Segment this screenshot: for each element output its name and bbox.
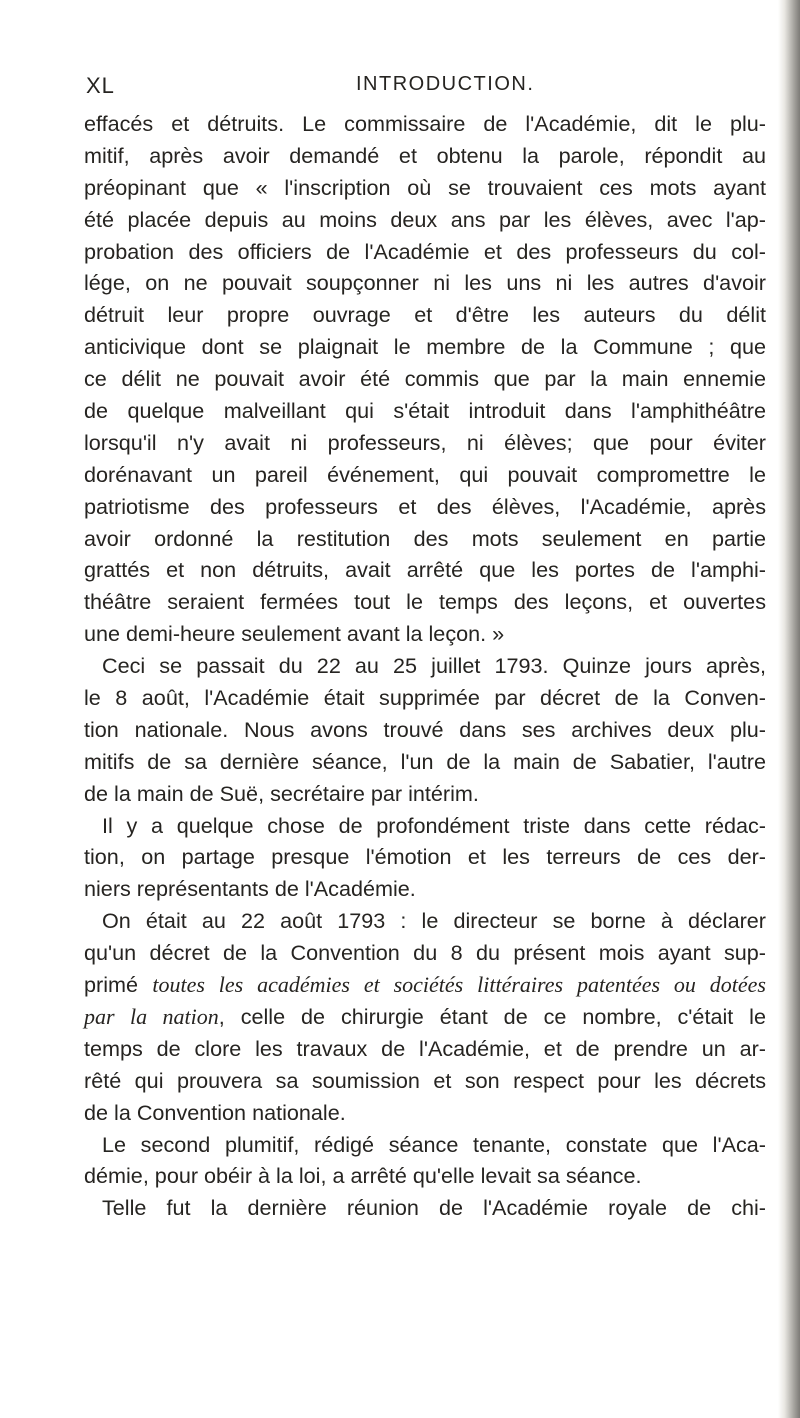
text-segment: primé bbox=[84, 972, 153, 998]
running-head bbox=[86, 73, 776, 101]
text-segment: , celle de chirurgie étant de ce nombre, c'était le bbox=[218, 1003, 766, 1029]
text-line: qu'un décret de la Convention du 8 du présent mois ayant sup- bbox=[84, 940, 766, 966]
text-line: été placée depuis au moins deux ans par les élèves, avec l'ap- bbox=[84, 206, 766, 232]
text-line: mitifs de sa dernière séance, l'un de la main de Sabatier, l'autre bbox=[84, 748, 766, 774]
text-line: tion, on partage presque l'émotion et les terreurs de ces der- bbox=[84, 844, 766, 870]
text-line: Ceci se passait du 22 au 25 juillet 1793. Quinze jours après, bbox=[102, 653, 766, 679]
text-line: de la main de Suë, secrétaire par intérim. bbox=[84, 780, 479, 806]
text-line: démie, pour obéir à la loi, a arrêté qu'elle levait sa séance. bbox=[84, 1163, 642, 1189]
text-line: grattés et non détruits, avait arrêté que les portes de l'amphi- bbox=[84, 557, 766, 583]
page-edge-shadow bbox=[778, 0, 800, 1418]
text-line: préopinant que « l'inscription où se trouvaient ces mots ayant bbox=[84, 174, 766, 200]
text-line: tion nationale. Nous avons trouvé dans ses archives deux plu- bbox=[84, 716, 766, 742]
running-title: INTRODUCTION. bbox=[356, 73, 535, 95]
text-line: Il y a quelque chose de profondément triste dans cette rédac- bbox=[102, 812, 766, 838]
text-line: lége, on ne pouvait soupçonner ni les uns ni les autres d'avoir bbox=[84, 270, 766, 296]
text-line: effacés et détruits. Le commissaire de l'Académie, dit le plu- bbox=[84, 111, 766, 136]
text-line: ce délit ne pouvait avoir été commis que par la main ennemie bbox=[84, 366, 766, 392]
text-line: théâtre seraient fermées tout le temps des leçons, et ouvertes bbox=[84, 589, 766, 615]
text-line: anticivique dont se plaignait le membre de la Commune ; que bbox=[84, 334, 766, 360]
text-line: On était au 22 août 1793 : le directeur se borne à déclarer bbox=[102, 908, 766, 934]
text-line: lorsqu'il n'y avait ni professeurs, ni élèves; que pour éviter bbox=[84, 429, 766, 455]
text-line: dorénavant un pareil événement, qui pouvait compromettre le bbox=[84, 461, 766, 487]
text-line: le 8 août, l'Académie était supprimée par décret de la Conven- bbox=[84, 685, 766, 711]
text-line bbox=[84, 969, 766, 1001]
text-line: mitif, après avoir demandé et obtenu la parole, répondit au bbox=[84, 142, 766, 168]
text-line: probation des officiers de l'Académie et des professeurs du col- bbox=[84, 238, 766, 264]
text-line: de quelque malveillant qui s'était introduit dans l'amphithéâtre bbox=[84, 398, 766, 424]
text-line bbox=[84, 1001, 766, 1033]
text-line: rêté qui prouvera sa soumission et son respect pour les décrets bbox=[84, 1067, 766, 1093]
text-line: de la Convention nationale. bbox=[84, 1099, 346, 1125]
body-text bbox=[84, 108, 766, 1224]
text-line: Le second plumitif, rédigé séance tenante, constate que l'Aca- bbox=[102, 1131, 766, 1157]
page-number: XL bbox=[86, 73, 115, 98]
text-line: patriotisme des professeurs et des élèves, l'Académie, après bbox=[84, 493, 766, 519]
text-line: avoir ordonné la restitution des mots seulement en partie bbox=[84, 525, 766, 551]
italic-text-segment: par la nation bbox=[84, 1003, 219, 1029]
italic-text-segment: toutes les académies et sociétés littéraires patentées ou dotées bbox=[152, 972, 766, 998]
text-line: détruit leur propre ouvrage et d'être les auteurs du délit bbox=[84, 302, 766, 328]
text-line: temps de clore les travaux de l'Académie, et de prendre un ar- bbox=[84, 1035, 766, 1061]
text-line: une demi-heure seulement avant la leçon. » bbox=[84, 621, 505, 647]
text-line: Telle fut la dernière réunion de l'Académie royale de chi- bbox=[102, 1195, 766, 1221]
text-line: niers représentants de l'Académie. bbox=[84, 876, 416, 902]
